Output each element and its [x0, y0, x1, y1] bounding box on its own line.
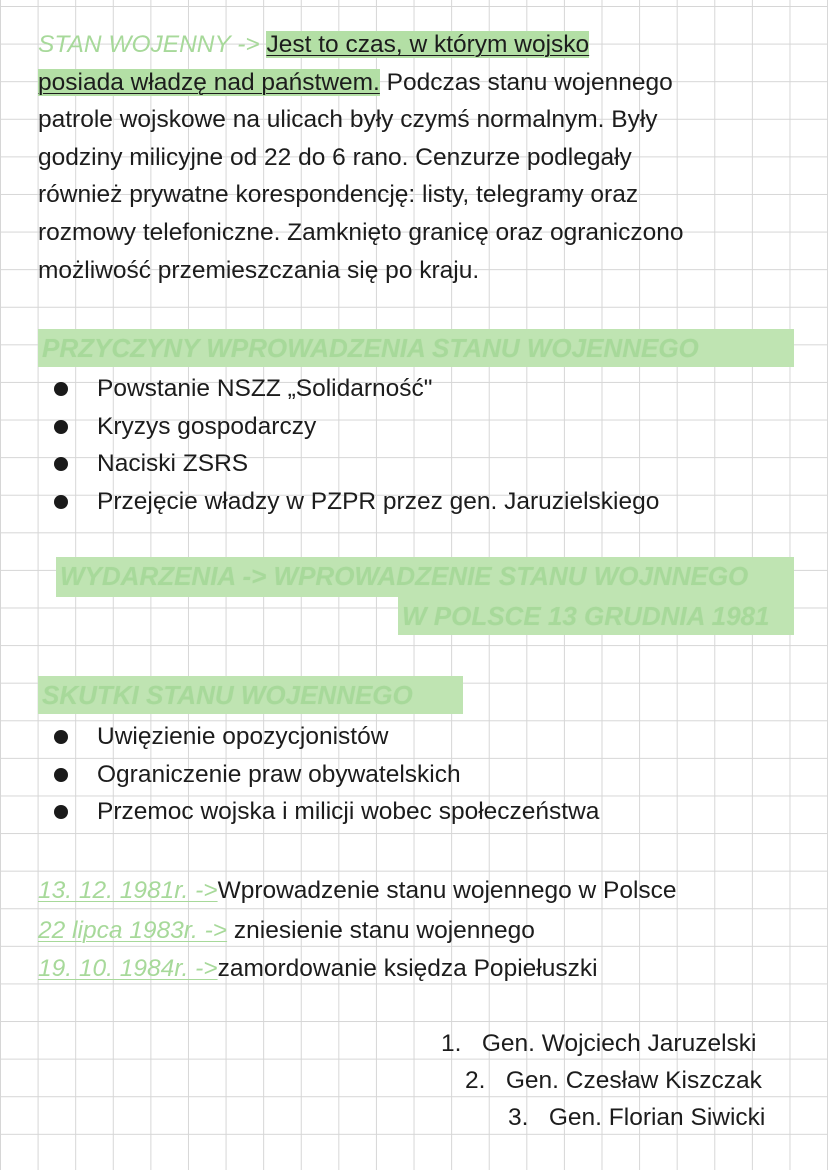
timeline-date: 19. 10. 1984r. -> — [38, 955, 218, 982]
heading-wydarzenia-date: W POLSCE 13 GRUDNIA 1981 — [398, 597, 794, 635]
people-number: 2. — [465, 1067, 486, 1094]
list-item: Przejęcie władzy w PZPR przez gen. Jaruzielskiego — [52, 483, 659, 521]
timeline-text: zamordowanie księdza Popiełuszki — [217, 955, 598, 982]
bullet-icon — [54, 805, 68, 819]
people-name: Gen. Czesław Kiszczak — [505, 1067, 762, 1094]
section-title-stan-wojenny: STAN WOJENNY -> — [38, 31, 260, 58]
bullet-icon — [54, 730, 68, 744]
timeline-row — [38, 912, 535, 950]
timeline-text: Wprowadzenie stanu wojennego w Polsce — [217, 877, 677, 904]
list-item: Przemoc wojska i milicji wobec społeczeństwa — [52, 793, 599, 831]
people-item — [508, 1099, 765, 1137]
list-item: Naciski ZSRS — [52, 445, 659, 483]
people-item — [441, 1025, 756, 1063]
timeline-row — [38, 950, 598, 988]
definition-highlight: Jest to czas, w którym wojsko — [266, 31, 590, 58]
intro-line-3: patrole wojskowe na ulicach były czymś normalnym. Były — [38, 106, 658, 134]
bullet-icon — [54, 420, 68, 434]
people-name: Gen. Wojciech Jaruzelski — [481, 1030, 757, 1057]
skutki-list — [52, 718, 599, 831]
people-number: 3. — [508, 1104, 529, 1131]
timeline-date: 22 lipca 1983r. -> — [38, 917, 228, 944]
heading-przyczyny: PRZYCZYNY WPROWADZENIA STANU WOJENNEGO — [38, 329, 794, 367]
bullet-icon — [54, 457, 68, 471]
intro-line-6: rozmowy telefoniczne. Zamknięto granicę oraz ograniczono — [38, 218, 684, 246]
bullet-icon — [54, 768, 68, 782]
heading-skutki: SKUTKI STANU WOJENNEGO — [38, 676, 463, 714]
intro-line-1 — [38, 26, 818, 64]
people-name: Gen. Florian Siwicki — [548, 1104, 766, 1131]
definition-highlight-cont: posiada władzę nad państwem. — [38, 68, 380, 96]
intro-line-4: godziny milicyjne od 22 do 6 rano. Cenzurze podlegały — [38, 143, 632, 171]
heading-wydarzenia: WYDARZENIA -> WPROWADZENIE STANU WOJNNEGO — [56, 557, 794, 597]
list-item: Uwięzienie opozycjonistów — [52, 718, 599, 756]
timeline-row — [38, 872, 677, 910]
list-item: Ograniczenie praw obywatelskich — [52, 756, 599, 794]
bullet-icon — [54, 495, 68, 509]
intro-line-5: również prywatne korespondencję: listy, telegramy oraz — [38, 181, 639, 209]
timeline-text: zniesienie stanu wojennego — [233, 917, 535, 944]
przyczyny-list — [52, 370, 659, 520]
intro-text: Podczas stanu wojennego — [379, 68, 673, 96]
intro-paragraph — [38, 26, 818, 289]
list-item: Kryzys gospodarczy — [52, 408, 659, 446]
people-number: 1. — [441, 1030, 462, 1057]
intro-line-2 — [38, 64, 818, 102]
timeline-date: 13. 12. 1981r. -> — [38, 877, 218, 904]
intro-line-7: możliwość przemieszczania się po kraju. — [38, 256, 480, 284]
bullet-icon — [54, 382, 68, 396]
list-item: Powstanie NSZZ „Solidarność" — [52, 370, 659, 408]
people-item — [465, 1062, 762, 1100]
